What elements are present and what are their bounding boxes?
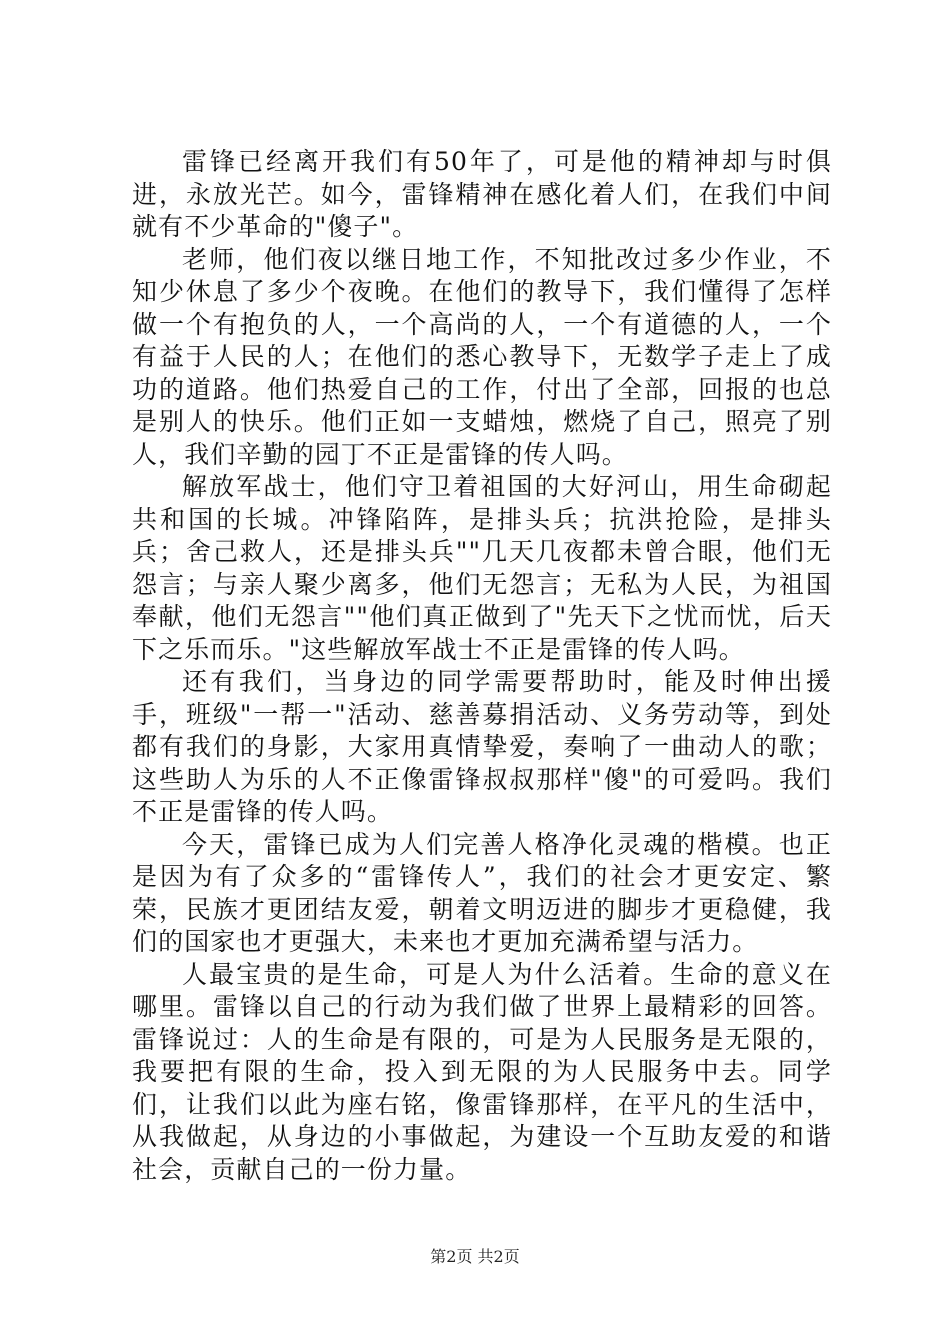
page-number-footer: 第2页 共2页 [430, 1247, 520, 1266]
paragraph-1: 雷锋已经离开我们有50年了，可是他的精神却与时俱进，永放光芒。如今，雷锋精神在感化着人们，在我们中间就有不少革命的"傻子"。 [132, 147, 832, 241]
document-body [132, 146, 832, 1186]
paragraph-2: 老师，他们夜以继日地工作，不知批改过多少作业，不知少休息了多少个夜晚。在他们的教导下，我们懂得了怎样做一个有抱负的人，一个高尚的人，一个有道德的人，一个有益于人民的人；在他们的悉心教导下，无数学子走上了成功的道路。他们热爱自己的工作，付出了全部，回报的也总是别人的快乐。他们正如一支蜡烛，燃烧了自己，照亮了别人，我们辛勤的园丁不正是雷锋的传人吗。 [132, 244, 832, 469]
paragraph-5: 今天，雷锋已成为人们完善人格净化灵魂的楷模。也正是因为有了众多的“雷锋传人”，我们的社会才更安定、繁荣，民族才更团结友爱，朝着文明迈进的脚步才更稳健，我们的国家也才更强大，未来也才更加充满希望与活力。 [132, 829, 832, 956]
paragraph-3: 解放军战士，他们守卫着祖国的大好河山，用生命砌起共和国的长城。冲锋陷阵，是排头兵；抗洪抢险，是排头兵；舍己救人，还是排头兵""几天几夜都未曾合眼，他们无怨言；与亲人聚少离多，他们无怨言；无私为人民，为祖国奉献，他们无怨言""他们真正做到了"先天下之忧而忧，后天下之乐而乐。"这些解放军战士不正是雷锋的传人吗。 [132, 472, 832, 664]
paragraph-4: 还有我们，当身边的同学需要帮助时，能及时伸出援手，班级"一帮一"活动、慈善募捐活动、义务劳动等，到处都有我们的身影，大家用真情挚爱，奏响了一曲动人的歌；这些助人为乐的人不正像雷锋叔叔那样"傻"的可爱吗。我们不正是雷锋的传人吗。 [132, 667, 832, 826]
paragraph-6: 人最宝贵的是生命，可是人为什么活着。生命的意义在哪里。雷锋以自己的行动为我们做了世界上最精彩的回答。雷锋说过：人的生命是有限的，可是为人民服务是无限的，我要把有限的生命，投入到无限的为人民服务中去。同学们，让我们以此为座右铭，像雷锋那样，在平凡的生活中，从我做起，从身边的小事做起，为建设一个互助友爱的和谐社会，贡献自己的一份力量。 [132, 959, 832, 1184]
